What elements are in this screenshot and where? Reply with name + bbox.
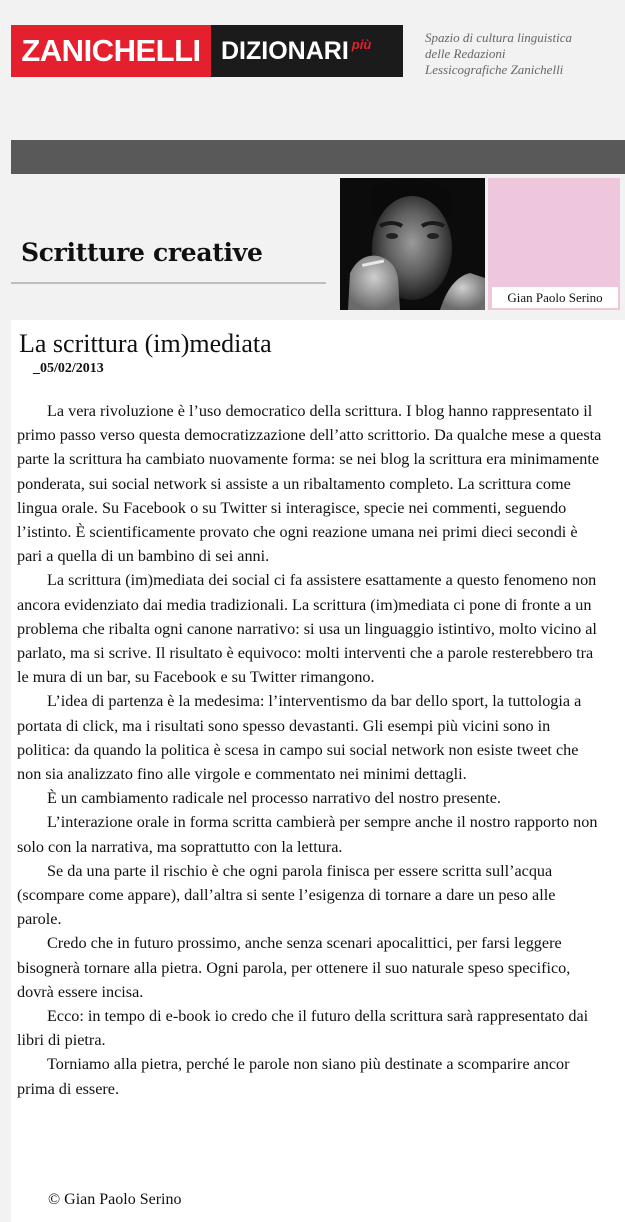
article-title: La scrittura (im)mediata xyxy=(19,329,272,358)
article-paragraph: Torniamo alla pietra, perché le parole non siano più destinate a scomparire ancor prima di essere. xyxy=(17,1055,570,1098)
section-divider xyxy=(11,282,326,284)
copyright-notice: © Gian Paolo Serino xyxy=(48,1191,182,1208)
article-paragraph: Ecco: in tempo di e-book io credo che il futuro della scrittura sarà rappresentato dai libri di pietra. xyxy=(17,1007,589,1050)
site-tagline: Spazio di cultura linguistica delle Redazioni Lessicografiche Zanichelli xyxy=(425,30,572,77)
author-name-tag: Gian Paolo Serino xyxy=(492,287,618,308)
section-title: Scritture creative xyxy=(21,238,263,267)
article-paragraph: La vera rivoluzione è l’uso democratico della scrittura. I blog hanno rappresentato il primo passo verso questa democratizzazione dell’atto scrittorio. Da qualche mese a questa parte la scrittura ha cambiato nuovamente forma: se nei blog la scrittura era minimamente ponderata, sui social network si assiste a un ribaltamento completo. La scrittura come lingua orale. Su Facebook o su Twitter si interagisce, specie nei commenti, seguendo l’istinto. È scientificamente provato che ogni reazione umana nei primi dieci secondi è pari a quella di un bambino di sei anni. xyxy=(17,402,602,566)
article-paragraph: L’interazione orale in forma scritta cambierà per sempre anche il nostro rapporto non solo con la narrativa, ma soprattutto con la lettura. xyxy=(17,813,598,856)
site-header xyxy=(0,0,625,140)
article-paragraph: La scrittura (im)mediata dei social ci fa assistere esattamente a questo fenomeno non ancora evidenziato dai media tradizionali. La scrittura (im)mediata ci pone di fronte a un problema che ribalta ogni canone narrativo: si usa un linguaggio istintivo, molto vicino al parlato, ma si scrive. Il risultato è equivoco: molti interventi che a parole resterebbero tra le mura di un bar, su Facebook e su Twitter rimangono. xyxy=(17,571,597,687)
article-paragraph: L’idea di partenza è la medesima: l’interventismo da bar dello sport, la tuttologia a portata di click, ma i risultati sono spesso devastanti. Gli esempi più vicini sono in politica: da quando la politica è scesa in campo sui social network non esiste tweet che non sia analizzato fino alle virgole e commentato nei minimi dettagli. xyxy=(17,692,582,784)
logo-primary: ZANICHELLI xyxy=(11,25,211,77)
logo-secondary-block xyxy=(211,25,403,77)
article-body xyxy=(17,399,603,1101)
article-paragraph: Se da una parte il rischio è che ogni parola finisca per essere scritta sull’acqua (scompare come appare), dall’altra si sente l’esigenza di tornare a dare un peso alle parole. xyxy=(17,861,556,929)
author-portrait-image xyxy=(340,178,485,310)
logo-accent: più xyxy=(351,37,372,52)
logo-secondary: DIZIONARI xyxy=(221,37,349,65)
article-date: _05/02/2013 xyxy=(33,361,104,376)
zanichelli-dizionari-logo[interactable] xyxy=(11,25,403,77)
author-photo xyxy=(340,178,485,310)
navigation-bar xyxy=(11,140,625,174)
article-paragraph: Credo che in futuro prossimo, anche senza scenari apocalittici, per farsi leggere bisognerà tornare alla pietra. Ogni parola, per ottenere il suo naturale speso specifico, dovrà essere incisa. xyxy=(17,934,571,1001)
article-paragraph: È un cambiamento radicale nel processo narrativo del nostro presente. xyxy=(47,789,501,808)
article xyxy=(11,320,625,1222)
